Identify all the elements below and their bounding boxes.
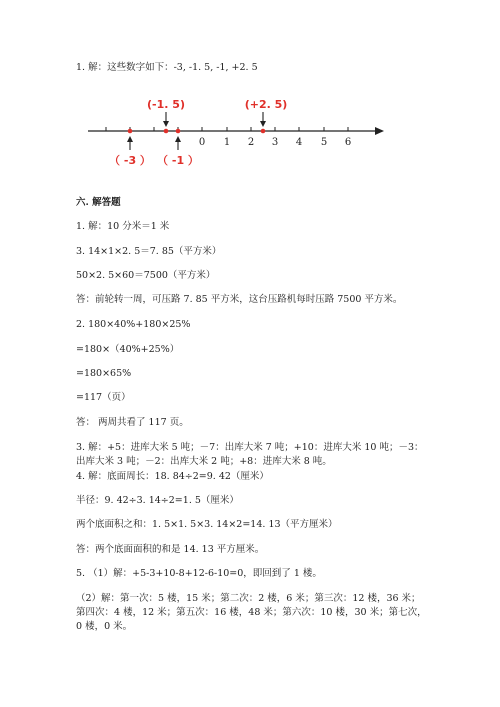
answer-4-line-1: 4. 解：底面周长：18. 84÷2=9. 42（厘米） [76,471,269,482]
answer-2-line-1: 2. 180×40%+180×25% [76,319,191,330]
point-neg1 [176,129,181,134]
label-neg1-5: (-1. 5) [147,98,185,111]
answer-5-part-1: 5. （1）解：+5-3+10-8+12-6-10=0，即回到了 1 楼。 [76,568,322,579]
label-neg3: （ -3 ） [109,154,151,167]
answer-line-1: 1. 解：这些数字如下：-3, -1. 5, -1, +2. 5 [76,62,258,73]
point-neg3 [128,129,133,134]
answer-3-conclusion: 答：前轮转一周，可压路 7. 85 平方米，这台压路机每时压路 7500 平方米。 [76,294,403,305]
label-pos2-5: (+2. 5) [244,98,288,111]
answer-4-line-2: 半径：9. 42÷3. 14÷2=1. 5（厘米） [76,495,239,506]
tick-label-0: 0 [198,137,206,148]
tick-label-3: 3 [271,137,279,148]
answer-2-line-4: =117（页） [76,392,131,403]
label-neg1: （ -1 ） [157,154,199,167]
answer-2-line-3: =180×65% [76,368,132,379]
answer-3-line-2: 50×2. 5×60＝7500（平方米） [76,270,216,281]
answer-5-part-2: （2）解：第一次：5 楼，15 米；第二次：2 楼，6 米；第三次：12 楼，36 米；第四次：4 楼，12 米；第五次：16 楼，48 米；第六次：10 楼，30 米；第七次，0 楼，0 米。 [76,593,427,632]
number-line-arrow [375,127,384,135]
answer-2-line-2: =180×（40%+25%） [76,344,180,355]
answer-3-line-1: 3. 14×1×2. 5＝7. 85（平方米） [76,246,222,257]
point-pos2-5 [261,129,266,134]
tick-label-6: 6 [344,137,352,148]
answer-3-inventory: 3. 解：+5：进库大米 5 吨；－7：出库大米 7 吨；+10：进库大米 10 吨；－3：出库大米 3 吨；－2：出库大米 2 吨；+8：进库大米 8 吨。 [76,442,424,467]
point-neg1-5 [164,129,169,134]
answer-4-conclusion: 答：两个底面面积的和是 14. 13 平方厘米。 [76,544,265,555]
answer-2-conclusion: 答： 两周共看了 117 页。 [76,417,189,428]
tick-label-2: 2 [247,137,255,148]
answer-4-line-3: 两个底面积之和：1. 5×1. 5×3. 14×2=14. 13（平方厘米） [76,519,338,530]
section-heading: 六. 解答题 [76,197,121,208]
tick-label-1: 1 [223,137,231,148]
tick-label-5: 5 [320,137,328,148]
answer-1: 1. 解：10 分米＝1 米 [76,221,170,232]
tick-label-4: 4 [295,137,303,148]
